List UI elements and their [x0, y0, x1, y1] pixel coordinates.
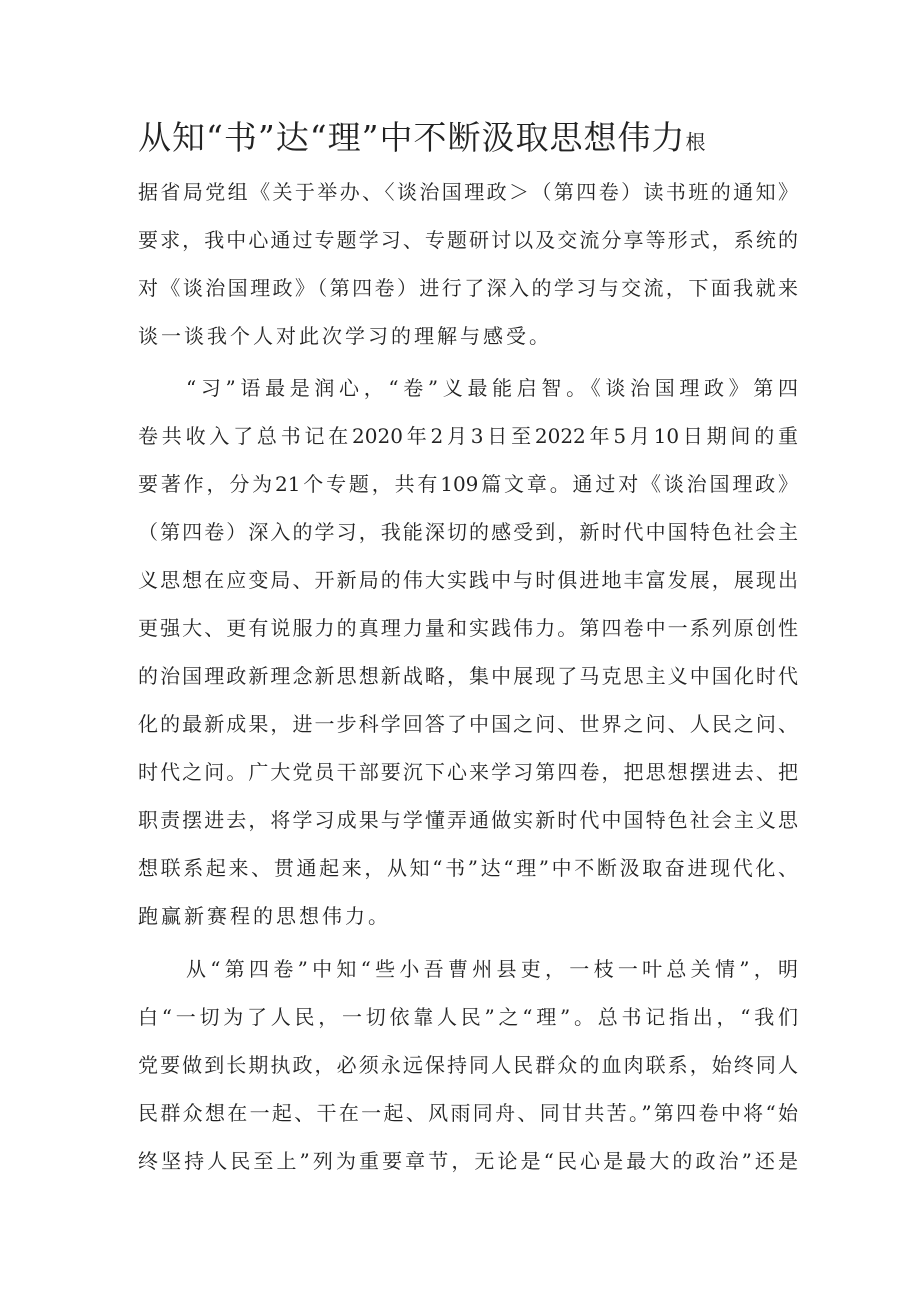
paragraph-line: 对《谈治国理政》（第四卷）进行了深入的学习与交流，下面我就来 — [138, 276, 798, 300]
paragraph-line: “习”语最是润心，“卷”义最能启智。《谈治国理政》第四 — [186, 376, 798, 400]
paragraph-line: 更强大、更有说服力的真理力量和实践伟力。第四卷中一系列原创性 — [138, 616, 798, 640]
paragraph-line: 要求，我中心通过专题学习、专题研讨以及交流分享等形式，系统的 — [138, 228, 798, 252]
paragraph-line: 的治国理政新理念新思想新战略，集中展现了马克思主义中国化时代 — [138, 664, 798, 688]
paragraph-line: 卷共收入了总书记在2020年2月3日至2022年5月10日期间的重 — [138, 424, 798, 448]
paragraph-line: 义思想在应变局、开新局的伟大实践中与时俱进地丰富发展，展现出 — [138, 568, 798, 592]
paragraph-line: 谈一谈我个人对此次学习的理解与感受。 — [138, 324, 552, 348]
paragraph-line: 从“第四卷”中知“些小吾曹州县吏，一枝一叶总关情”，明 — [186, 957, 798, 981]
document-title: 从知“书”达“理”中不断汲取思想伟力 — [138, 118, 686, 157]
paragraph-line: 要著作，分为21个专题，共有109篇文章。通过对《谈治国理政》 — [138, 472, 798, 496]
paragraph-line: 时代之问。广大党员干部要沉下心来学习第四卷，把思想摆进去、把 — [138, 760, 798, 784]
paragraph-line: 跑赢新赛程的思想伟力。 — [138, 904, 391, 928]
paragraph-line: 职责摆进去，将学习成果与学懂弄通做实新时代中国特色社会主义思 — [138, 808, 798, 832]
paragraph-line: 想联系起来、贯通起来，从知“书”达“理”中不断汲取奋进现代化、 — [138, 856, 798, 880]
title-tail-text: 根 — [685, 130, 710, 154]
paragraph-line: 白“一切为了人民，一切依靠人民”之“理”。总书记指出，“我们 — [138, 1005, 798, 1029]
paragraph-line: 民群众想在一起、干在一起、风雨同舟、同甘共苦。”第四卷中将“始 — [138, 1101, 798, 1125]
paragraph-line: 化的最新成果，进一步科学回答了中国之问、世界之问、人民之问、 — [138, 712, 798, 736]
paragraph-line: （第四卷）深入的学习，我能深切的感受到，新时代中国特色社会主 — [138, 520, 798, 544]
paragraph-line: 党要做到长期执政，必须永远保持同人民群众的血肉联系，始终同人 — [138, 1053, 798, 1077]
paragraph-line: 据省局党组《关于举办、〈谈治国理政＞（第四卷）读书班的通知》 — [138, 180, 798, 204]
paragraph-line: 终坚持人民至上”列为重要章节，无论是“民心是最大的政治”还是 — [138, 1149, 798, 1173]
title-line — [138, 112, 798, 159]
